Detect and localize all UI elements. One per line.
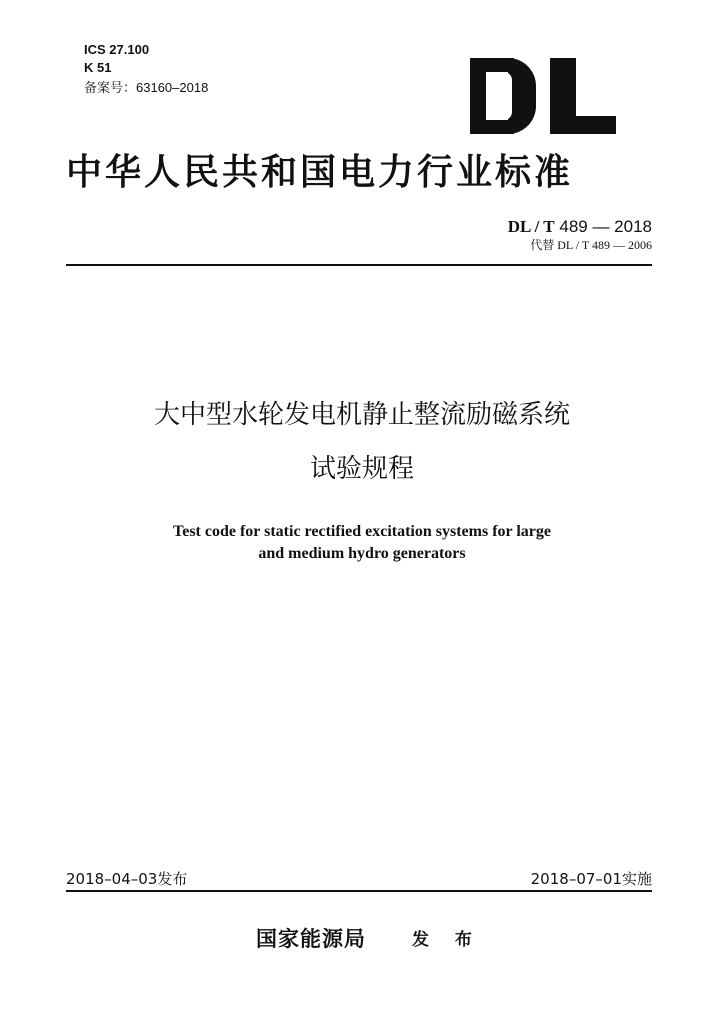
implementation-date: 2018–07–01实施 [530, 870, 652, 888]
ics-code: ICS 27.100 [84, 42, 150, 57]
publisher-name: 国家能源局 [256, 926, 366, 951]
replaces-standard: 代替 DL / T 489 — 2006 [530, 238, 652, 252]
english-title-line-1: Test code for static rectified excitation systems for large [173, 523, 551, 540]
classification-code: K 51 [84, 60, 112, 75]
standard-category-title: 中华人民共和国电力行业标准 [66, 151, 574, 193]
top-divider [66, 264, 652, 266]
chinese-title-line-1: 大中型水轮发电机静止整流励磁系统 [153, 400, 570, 430]
bottom-divider [66, 890, 652, 892]
standard-prefix: DL / T [507, 217, 555, 236]
publish-label: 发 布 [412, 930, 482, 950]
standard-number [508, 217, 652, 237]
dl-logo [470, 58, 616, 134]
chinese-title-line-2: 试验规程 [309, 454, 414, 484]
record-number: 备案号：63160–2018 [84, 80, 209, 95]
english-title-line-2: and medium hydro generators [258, 545, 466, 562]
standard-number-value: 489 — 2018 [554, 217, 652, 236]
issue-date: 2018–04–03发布 [66, 870, 188, 888]
